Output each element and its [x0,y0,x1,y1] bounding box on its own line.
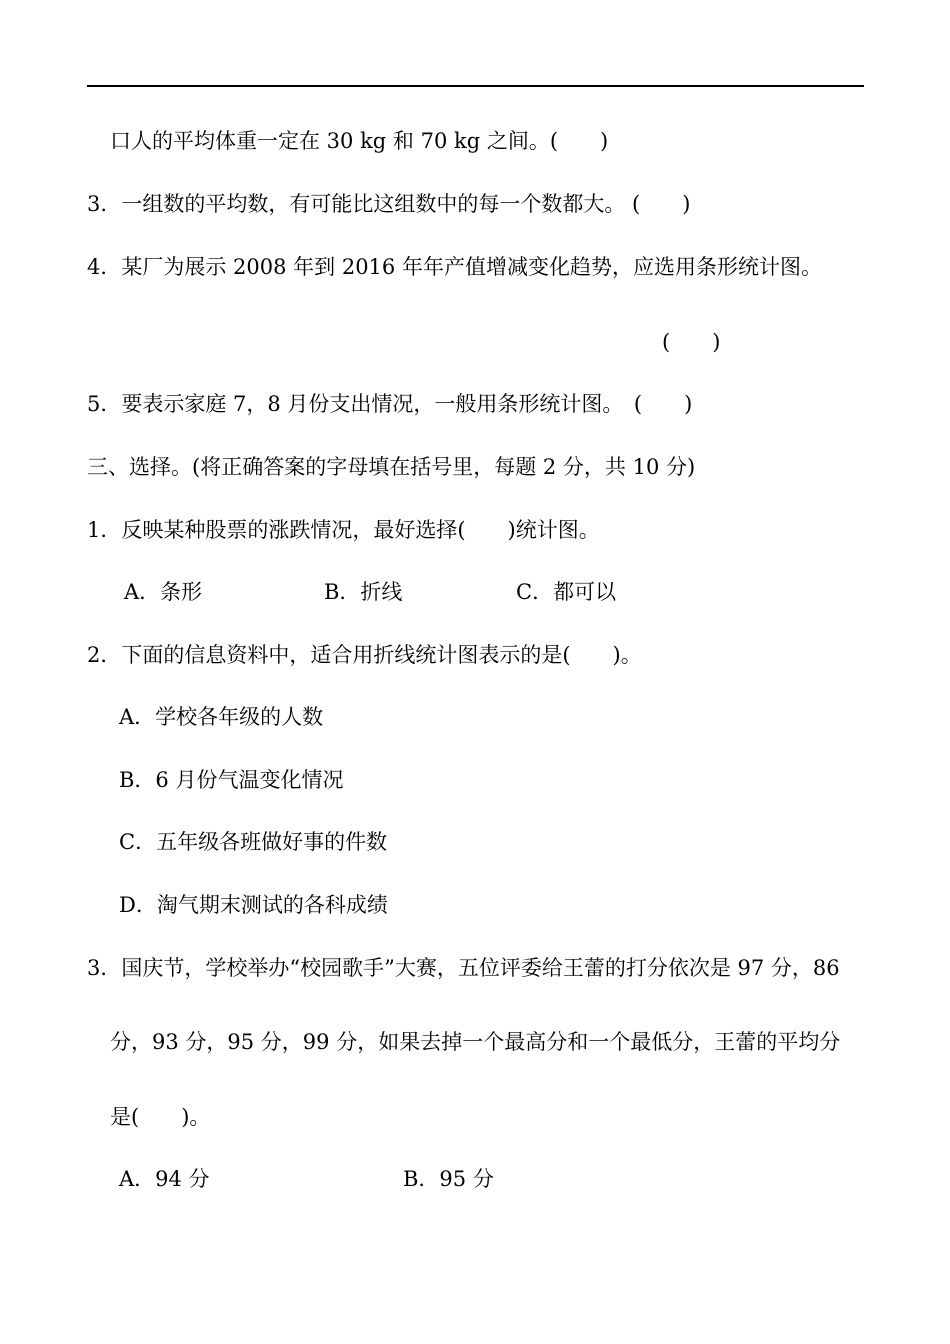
question-4: 4．某厂为展示 2008 年到 2016 年年产值增减变化趋势，应选用条形统计图。 [87,255,822,279]
choice-question-3: 3．国庆节，学校举办“校园歌手”大赛，五位评委给王蕾的打分依次是 97 分，86 [87,956,840,980]
question-3: 3．一组数的平均数，有可能比这组数中的每一个数都大。 ( ) [87,192,691,216]
choice-2-option-d: D．淘气期末测试的各科成绩 [119,893,388,917]
choice-3-option-a: A．94 分 [119,1167,210,1191]
choice-question-1: 1．反映某种股票的涨跌情况，最好选择( )统计图。 [87,518,600,542]
question-5: 5．要表示家庭 7，8 月份支出情况，一般用条形统计图。 ( ) [87,392,693,416]
choice-question-3-continuation: 分，93 分，95 分，99 分，如果去掉一个最高分和一个最低分，王蕾的平均分 [110,1030,841,1054]
choice-1-option-b: B．折线 [324,580,403,604]
choice-1-option-a: A．条形 [124,580,203,604]
top-rule [87,85,864,87]
choice-2-option-a: A．学校各年级的人数 [119,705,324,729]
choice-2-option-c: C．五年级各班做好事的件数 [119,830,388,854]
choice-question-2: 2．下面的信息资料中，适合用折线统计图表示的是( )。 [87,643,642,667]
choice-question-3-end: 是( )。 [110,1105,211,1129]
section-3-heading: 三、选择。(将正确答案的字母填在括号里，每题 2 分，共 10 分) [87,455,696,479]
question-4-answer-parens: ( ) [662,330,721,354]
question-2-continuation: 口人的平均体重一定在 30 kg 和 70 kg 之间。( ) [110,129,609,153]
choice-1-option-c: C．都可以 [516,580,617,604]
choice-2-option-b: B．6 月份气温变化情况 [119,768,344,792]
choice-3-option-b: B．95 分 [403,1167,494,1191]
